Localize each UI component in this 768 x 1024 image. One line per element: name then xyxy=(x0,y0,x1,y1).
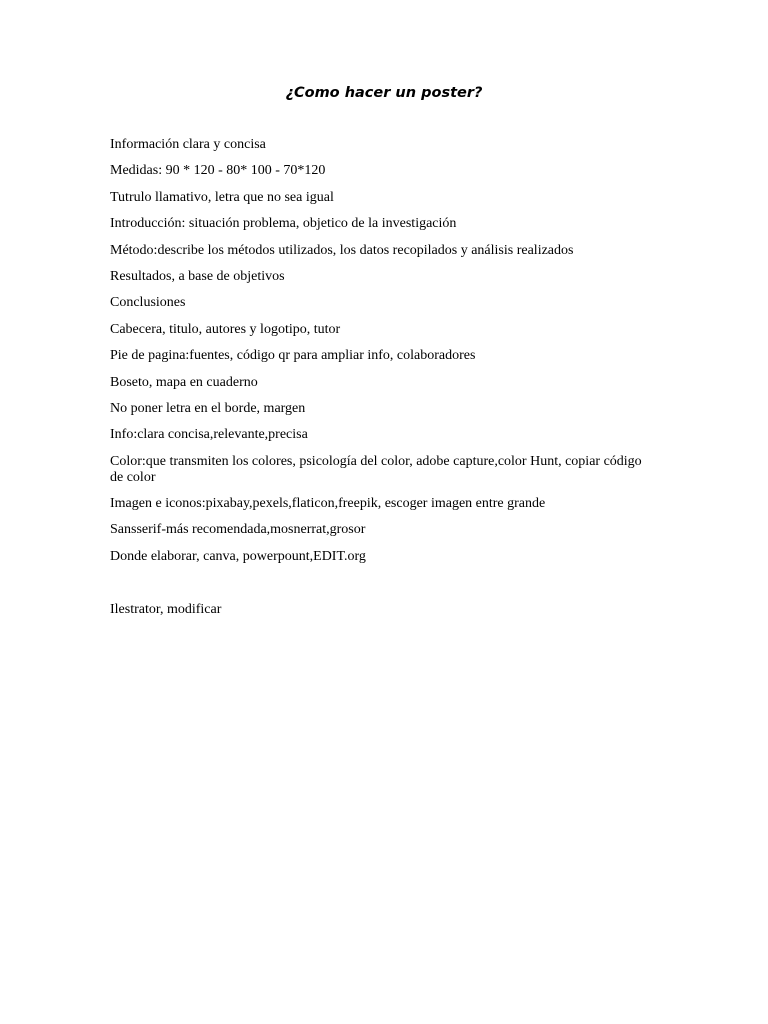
paragraph-introduccion: Introducción: situación problema, objetico de la investigación xyxy=(110,216,457,232)
paragraph-titulo: Tutrulo llamativo, letra que no sea igual xyxy=(110,189,334,205)
paragraph-sansserif: Sansserif-más recomendada,mosnerrat,grosor xyxy=(110,522,366,538)
paragraph-empty xyxy=(110,575,650,591)
paragraph-imagen-iconos: Imagen e iconos:pixabay,pexels,flaticon,freepik, escoger imagen entre grande xyxy=(110,496,546,512)
paragraph-informacion: Información clara y concisa xyxy=(110,137,266,152)
paragraph-info: Info:clara concisa,relevante,precisa xyxy=(110,427,308,443)
document-title: ¿Como hacer un poster? xyxy=(285,85,483,101)
paragraph-cabecera: Cabecera, titulo, autores y logotipo, tutor xyxy=(110,321,341,337)
paragraph-resultados: Resultados, a base de objetivos xyxy=(110,268,285,284)
paragraph-medidas: Medidas: 90 * 120 - 80* 100 - 70*120 xyxy=(110,163,326,179)
paragraph-boseto: Boseto, mapa en cuaderno xyxy=(110,374,258,390)
paragraph-donde-elaborar: Donde elaborar, canva, powerpount,EDIT.org xyxy=(110,548,366,564)
paragraph-margen: No poner letra en el borde, margen xyxy=(110,400,306,416)
paragraph-ilestrator: Ilestrator, modificar xyxy=(110,601,222,617)
paragraph-pie-de-pagina: Pie de pagina:fuentes, código qr para ampliar info, colaboradores xyxy=(110,348,476,364)
paragraph-metodo: Método:describe los métodos utilizados, los datos recopilados y análisis realizados xyxy=(110,242,574,258)
paragraph-color: Color:que transmiten los colores, psicología del color, adobe capture,color Hunt, copiar código de color xyxy=(110,453,642,485)
document-body xyxy=(110,137,650,628)
paragraph-conclusiones: Conclusiones xyxy=(110,295,186,311)
